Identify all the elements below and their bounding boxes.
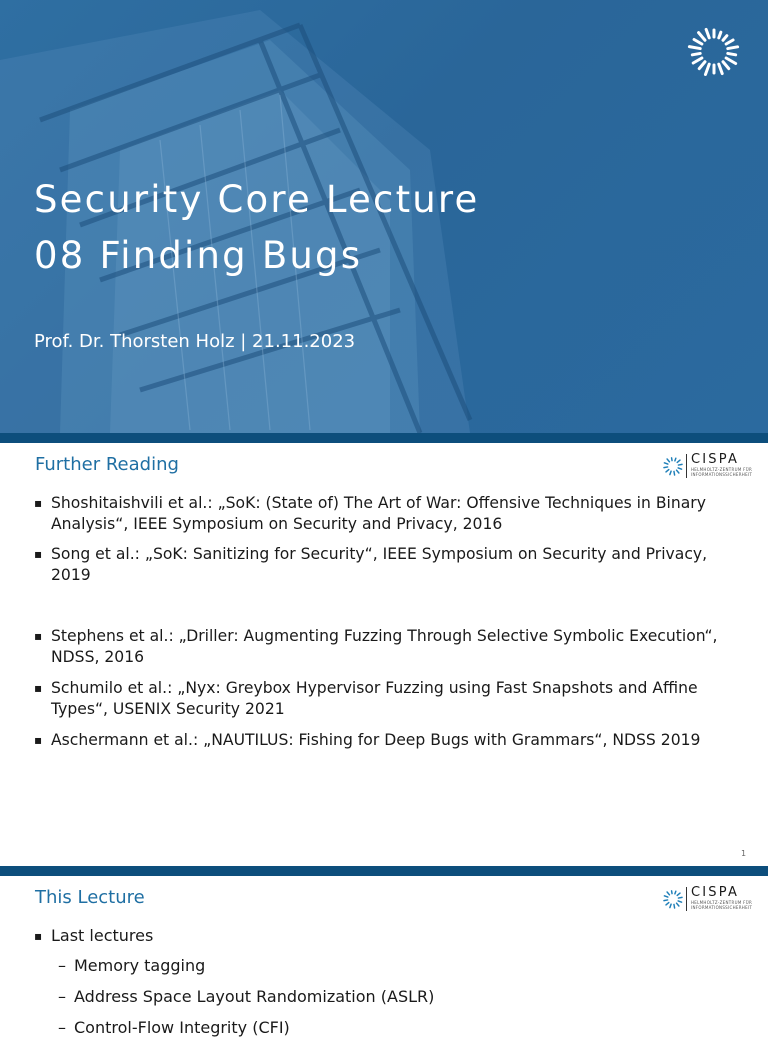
page-number: 1 <box>741 849 746 858</box>
slide-this-lecture <box>0 876 768 1024</box>
title-slide <box>0 0 768 433</box>
list-item: ▪ Schumilo et al.: „Nyx: Greybox Hypervisor Fuzzing using Fast Snapshots and Affine Types“, USENIX Security 2021 <box>34 678 739 719</box>
slide-further-reading <box>0 443 768 866</box>
presenter-date: Prof. Dr. Thorsten Holz | 21.11.2023 <box>34 331 355 352</box>
slide-title <box>34 172 480 284</box>
list-item: – Control-Flow Integrity (CFI) <box>34 1018 434 1038</box>
list-item: – Memory tagging <box>34 956 434 976</box>
list-item: ▪ Aschermann et al.: „NAUTILUS: Fishing for Deep Bugs with Grammars“, NDSS 2019 <box>34 730 739 751</box>
cispa-ring-icon <box>662 888 684 910</box>
slide-divider-band <box>0 433 768 443</box>
logo-separator <box>686 454 687 478</box>
cispa-wordmark: CISPA <box>691 452 739 467</box>
slide-heading: This Lecture <box>35 887 145 908</box>
reference-list <box>34 493 739 751</box>
logo-separator <box>686 887 687 911</box>
cispa-tagline: HELMHOLTZ-ZENTRUM FÜR INFORMATIONSSICHERHEIT <box>691 468 755 477</box>
cispa-wordmark: CISPA <box>691 885 739 900</box>
cispa-ring-logo-icon <box>686 22 742 80</box>
cispa-tagline: HELMHOLTZ-ZENTRUM FÜR INFORMATIONSSICHERHEIT <box>691 901 755 910</box>
slide-heading: Further Reading <box>35 454 179 475</box>
cispa-logo <box>662 453 754 479</box>
list-item: – Address Space Layout Randomization (ASLR) <box>34 987 434 1007</box>
cispa-logo <box>662 886 754 912</box>
cispa-ring-icon <box>662 455 684 477</box>
slide-divider-band <box>0 866 768 876</box>
list-item: ▪ Song et al.: „SoK: Sanitizing for Security“, IEEE Symposium on Security and Privacy, 2019 <box>34 544 739 585</box>
title-line-1: Security Core Lecture <box>34 172 480 228</box>
title-line-2: 08 Finding Bugs <box>34 228 480 284</box>
lecture-outline-list <box>34 926 434 1038</box>
list-item: ▪ Stephens et al.: „Driller: Augmenting Fuzzing Through Selective Symbolic Execution“, NDSS, 2016 <box>34 626 739 667</box>
list-item: ▪ Last lectures <box>34 926 434 946</box>
list-item: ▪ Shoshitaishvili et al.: „SoK: (State of) The Art of War: Offensive Techniques in Binary Analysis“, IEEE Symposium on Security and Privacy, 2016 <box>34 493 739 534</box>
